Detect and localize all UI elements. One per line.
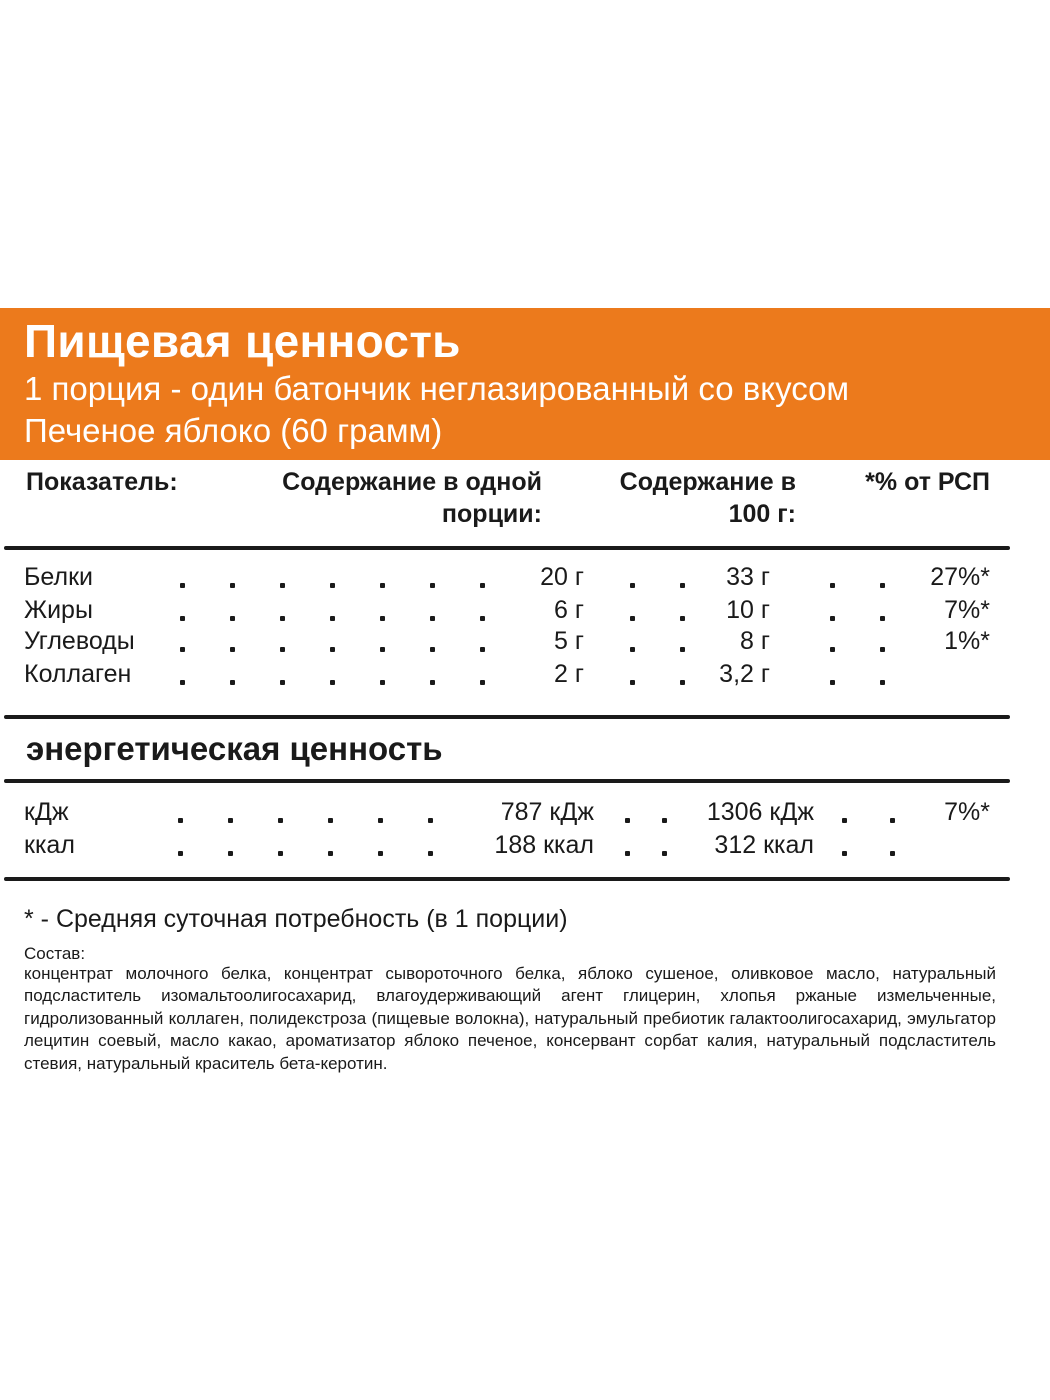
nutrient-row-protein	[0, 563, 1050, 595]
dot-leader	[680, 616, 685, 621]
dot-leader	[880, 647, 885, 652]
dot-leader	[630, 680, 635, 685]
dot-leader	[630, 583, 635, 588]
column-header-rda: *% от РСП	[865, 468, 990, 496]
dot-leader	[830, 583, 835, 588]
dot-leader	[430, 647, 435, 652]
dot-leader	[662, 851, 667, 856]
composition-label: Состав:	[24, 944, 86, 963]
portion-description: 1 порция - один батончик неглазированный со вкусом	[24, 370, 850, 407]
dot-leader	[330, 583, 335, 588]
nutrient-per-100g: 10 г	[726, 596, 770, 624]
dot-leader	[380, 583, 385, 588]
dot-leader	[842, 851, 847, 856]
dot-leader	[178, 851, 183, 856]
dot-leader	[842, 818, 847, 823]
dot-leader	[480, 680, 485, 685]
dot-leader	[630, 616, 635, 621]
dot-leader	[680, 680, 685, 685]
dot-leader	[228, 851, 233, 856]
nutrient-per-100g: 3,2 г	[719, 660, 770, 688]
energy-rda: 7%*	[944, 798, 990, 826]
dot-leader	[430, 616, 435, 621]
dot-leader	[380, 616, 385, 621]
dot-leader	[480, 583, 485, 588]
dot-leader	[230, 583, 235, 588]
dot-leader	[230, 647, 235, 652]
nutrient-per-portion: 2 г	[554, 660, 584, 688]
dot-leader	[180, 583, 185, 588]
dot-leader	[662, 818, 667, 823]
dot-leader	[880, 616, 885, 621]
dot-leader	[430, 583, 435, 588]
nutrient-name: Коллаген	[24, 660, 132, 688]
dot-leader	[228, 818, 233, 823]
nutrient-per-portion: 20 г	[540, 563, 584, 591]
dot-leader	[625, 818, 630, 823]
nutrient-rda: 27%*	[930, 563, 990, 591]
nutrient-rda: 1%*	[944, 627, 990, 655]
energy-per-portion: 188 ккал	[494, 831, 594, 859]
dot-leader	[480, 616, 485, 621]
energy-row-kcal	[0, 831, 1050, 863]
energy-row-kj	[0, 798, 1050, 830]
energy-per-portion: 787 кДж	[500, 798, 594, 826]
composition-text: концентрат молочного белка, концентрат сывороточного белка, яблоко сушеное, оливковое масло, натуральный подсластитель изомальтоолигосахарид, влагоудерживающий агент глицерин, хлопья ржаные измельченные, гидролизованный коллаген, полидекстроза (пищевые волокна), натуральный пребиотик галактоолигосахарид, эмульгатор лецитин соевый, масло какао, ароматизатор яблоко печеное, консервант сорбат калия, натуральный подсластитель стевия, натуральный краситель бета-керотин.	[24, 964, 996, 1073]
dot-leader	[328, 818, 333, 823]
dot-leader	[280, 680, 285, 685]
dot-leader	[890, 818, 895, 823]
dot-leader	[680, 647, 685, 652]
dot-leader	[278, 818, 283, 823]
nutrient-per-100g: 33 г	[726, 563, 770, 591]
nutrient-per-100g: 8 г	[740, 627, 770, 655]
footnote: * - Средняя суточная потребность (в 1 порции)	[24, 905, 568, 933]
dot-leader	[180, 680, 185, 685]
dot-leader	[830, 616, 835, 621]
energy-unit-name: кДж	[24, 798, 69, 826]
nutrient-row-carbs	[0, 627, 1050, 659]
dot-leader	[625, 851, 630, 856]
column-header-indicator: Показатель:	[26, 468, 178, 496]
dot-leader	[330, 680, 335, 685]
divider	[4, 546, 1010, 550]
dot-leader	[830, 647, 835, 652]
dot-leader	[180, 647, 185, 652]
dot-leader	[380, 680, 385, 685]
dot-leader	[280, 616, 285, 621]
dot-leader	[230, 616, 235, 621]
dot-leader	[378, 818, 383, 823]
nutrient-row-collagen	[0, 660, 1050, 692]
dot-leader	[378, 851, 383, 856]
column-header-per-100g: Содержание в 100 г:	[619, 468, 796, 528]
divider	[4, 877, 1010, 881]
nutrient-name: Углеводы	[24, 627, 135, 655]
divider	[4, 779, 1010, 783]
dot-leader	[430, 680, 435, 685]
dot-leader	[630, 647, 635, 652]
energy-per-100g: 1306 кДж	[706, 798, 814, 826]
page-title: Пищевая ценность	[24, 315, 461, 367]
dot-leader	[328, 851, 333, 856]
dot-leader	[330, 616, 335, 621]
dot-leader	[428, 851, 433, 856]
dot-leader	[428, 818, 433, 823]
product-flavor: Печеное яблоко (60 грамм)	[24, 412, 443, 449]
energy-per-100g: 312 ккал	[714, 831, 814, 859]
dot-leader	[330, 647, 335, 652]
dot-leader	[880, 680, 885, 685]
dot-leader	[890, 851, 895, 856]
divider	[4, 715, 1010, 719]
dot-leader	[230, 680, 235, 685]
nutrient-name: Белки	[24, 563, 93, 591]
energy-unit-name: ккал	[24, 831, 75, 859]
dot-leader	[280, 647, 285, 652]
dot-leader	[180, 616, 185, 621]
energy-section-title: энергетическая ценность	[26, 730, 443, 767]
nutrient-row-fat	[0, 596, 1050, 628]
nutrient-per-portion: 5 г	[554, 627, 584, 655]
dot-leader	[178, 818, 183, 823]
title-banner	[0, 308, 1050, 460]
nutrient-name: Жиры	[24, 596, 93, 624]
dot-leader	[480, 647, 485, 652]
dot-leader	[680, 583, 685, 588]
nutrient-per-portion: 6 г	[554, 596, 584, 624]
nutrient-rda: 7%*	[944, 596, 990, 624]
dot-leader	[278, 851, 283, 856]
column-header-per-portion: Содержание в одной порции:	[282, 468, 542, 528]
dot-leader	[880, 583, 885, 588]
dot-leader	[830, 680, 835, 685]
dot-leader	[280, 583, 285, 588]
dot-leader	[380, 647, 385, 652]
